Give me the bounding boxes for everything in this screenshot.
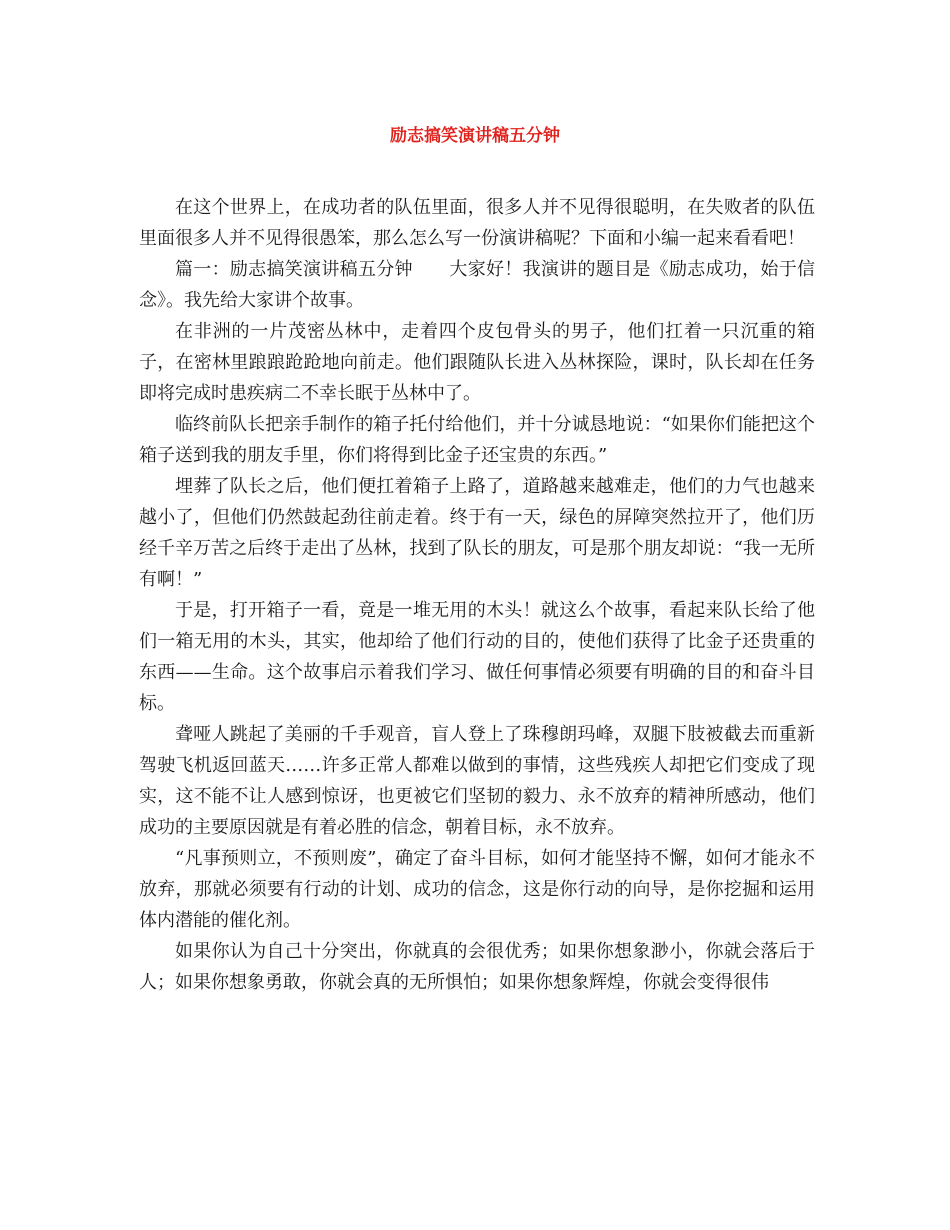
paragraph-journey: 埋葬了队长之后，他们便扛着箱子上路了，道路越来越难走，他们的力气也越来越小了，但他们仍然鼓起劲往前走着。终于有一天，绿色的屏障突然拉开了，他们历经千辛万苦之后终于走出了丛林，找到了队长的朋友，可是那个朋友却说：“我一无所有啊！” [139, 476, 815, 590]
paragraph-plan: “凡事预则立，不预则废”，确定了奋斗目标，如何才能坚持不懈，如何才能永不放弃，那就必须要有行动的计划、成功的信念，这是你行动的向导，是你挖掘和运用体内潜能的催化剂。 [139, 848, 815, 931]
paragraph-box-opened: 于是，打开箱子一看，竟是一堆无用的木头！就这么个故事，看起来队长给了他们一箱无用的木头，其实，他却给了他们行动的目的，使他们获得了比金子还贵重的东西——生命。这个故事启示着我们学习、做任何事情必须要有明确的目的和奋斗目标。 [139, 600, 815, 714]
paragraph-entrust: 临终前队长把亲手制作的箱子托付给他们，并十分诚恳地说：“如果你们能把这个箱子送到我的朋友手里，你们将得到比金子还宝贵的东西。” [139, 414, 815, 466]
document-title: 励志搞笑演讲稿五分钟 [390, 126, 560, 146]
paragraph-jungle: 在非洲的一片茂密丛林中，走着四个皮包骨头的男子，他们扛着一只沉重的箱子，在密林里踉踉跄跄地向前走。他们跟随队长进入丛林探险，课时，队长却在任务即将完成时患疾病二不幸长眠于丛林中了。 [139, 321, 815, 404]
paragraph-intro: 在这个世界上，在成功者的队伍里面，很多人并不见得很聪明，在失败者的队伍里面很多人并不见得很愚笨，那么怎么写一份演讲稿呢？下面和小编一起来看看吧！ [139, 197, 815, 249]
paragraph-chapter-one: 篇一：励志搞笑演讲稿五分钟 大家好！我演讲的题目是《励志成功，始于信念》。我先给大家讲个故事。 [139, 259, 815, 311]
paragraph-imagination: 如果你认为自己十分突出，你就真的会很优秀；如果你想象渺小，你就会落后于人；如果你想象勇敢，你就会真的无所惧怕；如果你想象辉煌，你就会变得很伟 [139, 941, 815, 993]
document-body [139, 192, 815, 998]
paragraph-disabled-achievers: 聋哑人跳起了美丽的千手观音，盲人登上了珠穆朗玛峰，双腿下肢被截去而重新驾驶飞机返回蓝天……许多正常人都难以做到的事情，这些残疾人却把它们变成了现实，这不能不让人感到惊讶，也更被它们坚韧的毅力、永不放弃的精神所感动，他们成功的主要原因就是有着必胜的信念，朝着目标，永不放弃。 [139, 724, 815, 838]
